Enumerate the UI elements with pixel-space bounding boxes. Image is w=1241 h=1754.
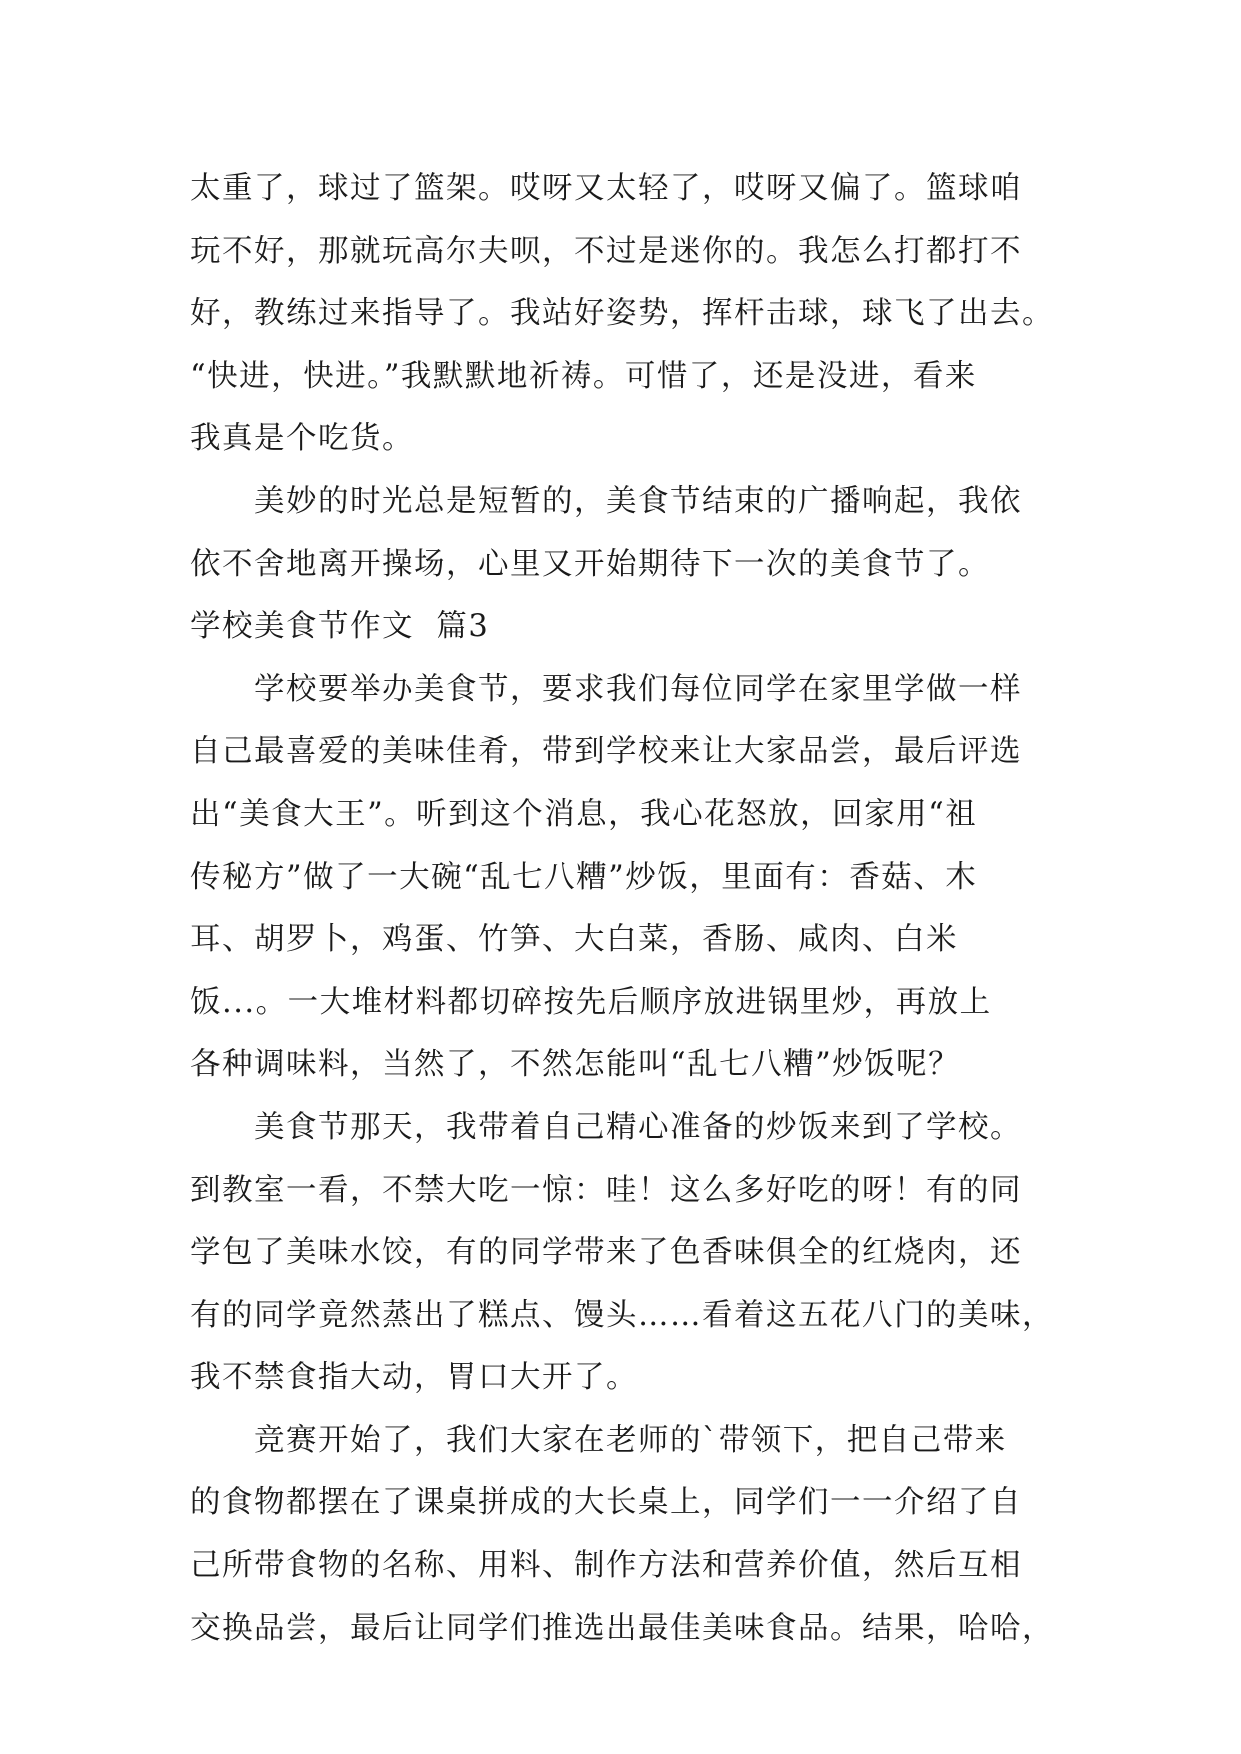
text-line: 传秘方”做了一大碗“乱七八糟”炒饭，里面有：香菇、木	[190, 859, 978, 895]
text-line: 己所带食物的名称、用料、制作方法和营养价值，然后互相	[190, 1548, 1022, 1584]
text-line: 玩不好，那就玩高尔夫呗，不过是迷你的。我怎么打都打不	[190, 233, 1022, 269]
text-line: 我真是个吃货。	[190, 421, 414, 457]
section-heading: 学校美食节作文 篇3	[190, 609, 490, 645]
text-line: 太重了，球过了篮架。哎呀又太轻了，哎呀又偏了。篮球咱	[190, 171, 1022, 206]
text-line: 有的同学竟然蒸出了糕点、馒头……看着这五花八门的美味，	[190, 1297, 1054, 1333]
text-line: 到教室一看，不禁大吃一惊：哇！这么多好吃的呀！有的同	[190, 1172, 1022, 1208]
document-body	[190, 158, 1070, 1660]
text-line: 饭...。一大堆材料都切碎按先后顺序放进锅里炒，再放上	[190, 984, 992, 1020]
text-line: 好，教练过来指导了。我站好姿势，挥杆击球，球飞了出去。	[190, 296, 1054, 332]
text-line: 我不禁食指大动，胃口大开了。	[190, 1360, 638, 1396]
text-line: 交换品尝，最后让同学们推选出最佳美味食品。结果，哈哈，	[190, 1610, 1054, 1646]
text-line: 出“美食大王”。听到这个消息，我心花怒放，回家用“祖	[190, 796, 978, 832]
text-line: 各种调味料，当然了，不然怎能叫“乱七八糟”炒饭呢？	[190, 1047, 961, 1083]
text-line: 自己最喜爱的美味佳肴，带到学校来让大家品尝，最后评选	[190, 734, 1022, 770]
text-line: “快进，快进。”我默默地祈祷。可惜了，还是没进，看来	[190, 358, 977, 394]
text-line: 的食物都摆在了课桌拼成的大长桌上，同学们一一介绍了自	[190, 1485, 1022, 1521]
text-line: 依不舍地离开操场，心里又开始期待下一次的美食节了。	[190, 546, 990, 582]
text-line: 耳、胡罗卜，鸡蛋、竹笋、大白菜，香肠、咸肉、白米	[190, 922, 958, 958]
text-line: 学包了美味水饺，有的同学带来了色香味俱全的红烧肉，还	[190, 1235, 1022, 1271]
paragraph-first-line: 学校要举办美食节，要求我们每位同学在家里学做一样	[190, 671, 1022, 707]
paragraph-first-line: 竞赛开始了，我们大家在老师的`带领下，把自己带来	[190, 1422, 1007, 1458]
paragraph-first-line: 美食节那天，我带着自己精心准备的炒饭来到了学校。	[190, 1109, 1022, 1145]
paragraph-first-line: 美妙的时光总是短暂的，美食节结束的广播响起，我依	[190, 483, 1022, 519]
